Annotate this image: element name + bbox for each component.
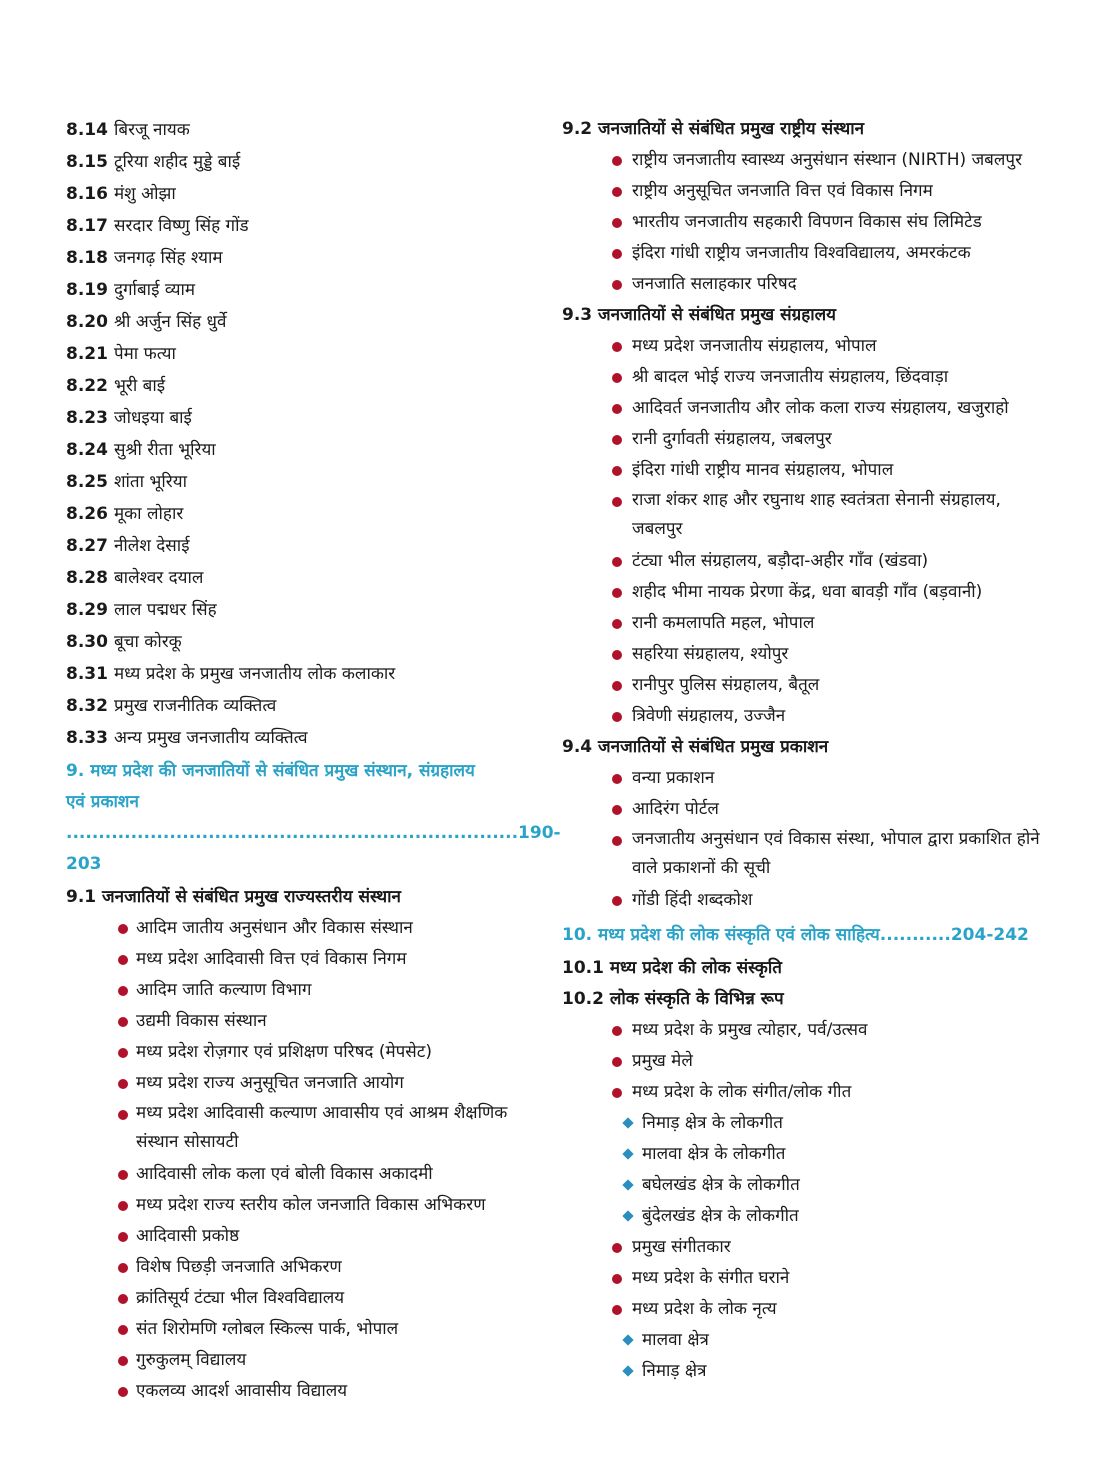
sub-list-item-text: मालवा क्षेत्र के लोकगीत: [642, 1144, 786, 1164]
sub-list-item[interactable]: [562, 1356, 1042, 1387]
section-9-1-title[interactable]: 9.1 जनजातियों से संबंधित प्रमुख राज्यस्तरीय संस्थान: [66, 887, 401, 907]
bullet-dot-icon: [612, 1057, 622, 1067]
toc-entry-title: अन्य प्रमुख जनजातीय व्यक्तित्व: [113, 728, 308, 748]
toc-entry-title: मध्य प्रदेश के प्रमुख जनजातीय लोक कलाकार: [113, 664, 396, 684]
list-item[interactable]: [66, 1099, 546, 1159]
left-column: [66, 114, 561, 1407]
toc-entry[interactable]: [66, 370, 546, 402]
list-item[interactable]: [562, 885, 1042, 916]
toc-entry-number: 8.19: [66, 280, 108, 300]
section-9-2-list: [562, 145, 1042, 300]
toc-entry-number: 8.21: [66, 344, 108, 364]
toc-entry-number: 8.29: [66, 600, 108, 620]
bullet-dot-icon: [118, 924, 128, 934]
toc-entry-number: 8.17: [66, 216, 108, 236]
list-item-text: मध्य प्रदेश के प्रमुख त्योहार, पर्व/उत्सव: [632, 1020, 868, 1040]
bullet-dot-icon: [118, 1079, 128, 1089]
list-item[interactable]: [66, 1037, 546, 1068]
bullet-dot-icon: [612, 836, 622, 846]
list-item[interactable]: [66, 1221, 546, 1252]
list-item-text: रानी कमलापति महल, भोपाल: [632, 613, 815, 633]
bullet-dot-icon: [612, 896, 622, 906]
list-item-text: राजा शंकर शाह और रघुनाथ शाह स्वतंत्रता सेनानी संग्रहालय, जबलपुर: [632, 490, 1001, 539]
bullet-dot-icon: [612, 404, 622, 414]
list-item-text: भारतीय जनजातीय सहकारी विपणन विकास संघ लिमिटेड: [632, 212, 982, 232]
toc-entry-number: 8.24: [66, 440, 108, 460]
list-item-text: आदिवासी प्रकोष्ठ: [136, 1226, 240, 1246]
list-item[interactable]: [562, 269, 1042, 300]
bullet-dot-icon: [118, 1110, 128, 1120]
chapter9-heading-line1: 9. मध्य प्रदेश की जनजातियों से संबंधित प्रमुख संस्थान, संग्रहालय: [66, 761, 475, 781]
bullet-dot-icon: [118, 1232, 128, 1242]
list-item-text: टंट्या भील संग्रहालय, बड़ौदा-अहीर गाँव (खंडवा): [632, 551, 929, 571]
sub-list-item-text: निमाड़ क्षेत्र के लोकगीत: [642, 1113, 783, 1133]
bullet-dot-icon: [612, 805, 622, 815]
toc-entry-number: 8.20: [66, 312, 108, 332]
list-item-text: इंदिरा गांधी राष्ट्रीय जनजातीय विश्वविद्यालय, अमरकंटक: [632, 243, 971, 263]
bullet-dot-icon: [118, 1263, 128, 1273]
list-item-text: मध्य प्रदेश आदिवासी वित्त एवं विकास निगम: [136, 949, 407, 969]
list-item[interactable]: [562, 1077, 1042, 1108]
section-10-1-title[interactable]: 10.1 मध्य प्रदेश की लोक संस्कृति: [562, 958, 782, 978]
toc-entry[interactable]: [66, 402, 546, 434]
bullet-dot-icon: [612, 1305, 622, 1315]
bullet-dot-icon: [118, 955, 128, 965]
list-item[interactable]: [562, 145, 1042, 176]
toc-entry[interactable]: [66, 210, 546, 242]
diamond-bullet-icon: [622, 1117, 633, 1128]
section-9-2-title[interactable]: 9.2 जनजातियों से संबंधित प्रमुख राष्ट्रीय संस्थान: [562, 119, 865, 139]
bullet-dot-icon: [612, 774, 622, 784]
list-item[interactable]: [562, 362, 1042, 393]
toc-entry[interactable]: [66, 658, 546, 690]
list-item[interactable]: [562, 238, 1042, 269]
list-item[interactable]: [66, 944, 546, 975]
list-item-text: वन्या प्रकाशन: [632, 768, 715, 788]
list-item[interactable]: [562, 546, 1042, 577]
list-item-text: प्रमुख संगीतकार: [632, 1237, 731, 1257]
list-item-text: आदिम जाति कल्याण विभाग: [136, 980, 312, 1000]
toc-entry-number: 8.15: [66, 152, 108, 172]
list-item[interactable]: [562, 393, 1042, 424]
list-item-text: आदिवर्त जनजातीय और लोक कला राज्य संग्रहालय, खजुराहो: [632, 398, 1009, 418]
sub-list-item-text: मालवा क्षेत्र: [642, 1330, 709, 1350]
section-10-2-diamonds-a: [562, 1108, 1042, 1232]
bullet-dot-icon: [118, 1387, 128, 1397]
list-item[interactable]: [562, 794, 1042, 825]
list-item[interactable]: [66, 1006, 546, 1037]
toc-entry[interactable]: [66, 434, 546, 466]
section-9-4-list: [562, 763, 1042, 916]
toc-entry[interactable]: [66, 498, 546, 530]
toc-entry-number: 8.31: [66, 664, 108, 684]
list-item-text: श्री बादल भोई राज्य जनजातीय संग्रहालय, छिंदवाड़ा: [632, 367, 949, 387]
list-item[interactable]: [562, 670, 1042, 701]
toc-entry-number: 8.23: [66, 408, 108, 428]
section-10-2-list-a: [562, 1015, 1042, 1108]
bullet-dot-icon: [612, 619, 622, 629]
toc-entry-number: 8.18: [66, 248, 108, 268]
list-item-text: गोंडी हिंदी शब्दकोश: [632, 890, 753, 910]
toc-entry-title: श्री अर्जुन सिंह धुर्वे: [113, 312, 227, 332]
list-item[interactable]: [562, 176, 1042, 207]
list-item-text: आदिम जातीय अनुसंधान और विकास संस्थान: [136, 918, 413, 938]
list-item[interactable]: [562, 577, 1042, 608]
sub-list-item-text: निमाड़ क्षेत्र: [642, 1361, 707, 1381]
list-item-text: जनजाति सलाहकार परिषद: [632, 274, 797, 294]
bullet-dot-icon: [612, 712, 622, 722]
bullet-dot-icon: [118, 986, 128, 996]
chapter8-items: [66, 114, 546, 754]
list-item[interactable]: [562, 1015, 1042, 1046]
toc-entry[interactable]: [66, 466, 546, 498]
toc-entry-number: 8.14: [66, 120, 108, 140]
list-item-text: आदिरंग पोर्टल: [632, 799, 719, 819]
list-item[interactable]: [562, 486, 1042, 546]
list-item-text: संत शिरोमणि ग्लोबल स्किल्स पार्क, भोपाल: [136, 1319, 399, 1339]
toc-entry-title: बिरजू नायक: [113, 120, 190, 140]
diamond-bullet-icon: [622, 1334, 633, 1345]
list-item-text: गुरुकुलम् विद्यालय: [136, 1350, 247, 1370]
diamond-bullet-icon: [622, 1148, 633, 1159]
list-item-text: मध्य प्रदेश रोज़गार एवं प्रशिक्षण परिषद (मेपसेट): [136, 1042, 432, 1062]
bullet-dot-icon: [118, 1201, 128, 1211]
bullet-dot-icon: [118, 1325, 128, 1335]
toc-entry-title: बूचा कोरकू: [113, 632, 182, 652]
bullet-dot-icon: [612, 218, 622, 228]
list-item[interactable]: [562, 424, 1042, 455]
toc-entry-number: 8.32: [66, 696, 108, 716]
list-item-text: मध्य प्रदेश आदिवासी कल्याण आवासीय एवं आश्रम शैक्षणिक संस्थान सोसायटी: [136, 1103, 508, 1152]
list-item-text: मध्य प्रदेश राज्य अनुसूचित जनजाति आयोग: [136, 1073, 404, 1093]
list-item[interactable]: [66, 1345, 546, 1376]
section-10-2-diamonds-b: [562, 1325, 1042, 1387]
list-item-text: क्रांतिसूर्य टंट्या भील विश्वविद्यालय: [136, 1288, 345, 1308]
list-item[interactable]: [66, 1283, 546, 1314]
right-column: [562, 114, 1042, 1387]
toc-entry-title: बालेश्वर दयाल: [113, 568, 204, 588]
toc-entry[interactable]: [66, 178, 546, 210]
toc-entry-title: पेमा फत्या: [113, 344, 176, 364]
list-item[interactable]: [562, 825, 1042, 885]
bullet-dot-icon: [118, 1356, 128, 1366]
toc-entry-number: 8.25: [66, 472, 108, 492]
chapter9-heading-line2: एवं प्रकाशन ......................................................................190-203: [66, 792, 561, 874]
sub-list-item[interactable]: [562, 1108, 1042, 1139]
bullet-dot-icon: [612, 466, 622, 476]
list-item[interactable]: [66, 1159, 546, 1190]
toc-entry-number: 8.22: [66, 376, 108, 396]
list-item-text: राष्ट्रीय जनजातीय स्वास्थ्य अनुसंधान संस्थान (NIRTH) जबलपुर: [632, 150, 1023, 170]
bullet-dot-icon: [612, 1026, 622, 1036]
list-item-text: जनजातीय अनुसंधान एवं विकास संस्था, भोपाल द्वारा प्रकाशित होने वाले प्रकाशनों की सूची: [632, 829, 1040, 878]
bullet-dot-icon: [612, 681, 622, 691]
list-item[interactable]: [562, 1046, 1042, 1077]
toc-entry[interactable]: [66, 306, 546, 338]
toc-entry-title: जोधइया बाई: [113, 408, 192, 428]
list-item-text: रानीपुर पुलिस संग्रहालय, बैतूल: [632, 675, 820, 695]
toc-entry[interactable]: [66, 594, 546, 626]
list-item-text: मध्य प्रदेश के लोक नृत्य: [632, 1299, 777, 1319]
list-item[interactable]: [66, 1068, 546, 1099]
chapter10-heading[interactable]: 10. मध्य प्रदेश की लोक संस्कृति एवं लोक साहित्य...........204-242: [562, 925, 1029, 945]
list-item[interactable]: [66, 913, 546, 944]
toc-entry[interactable]: [66, 722, 546, 754]
list-item[interactable]: [66, 1190, 546, 1221]
sub-list-item[interactable]: [562, 1201, 1042, 1232]
list-item[interactable]: [562, 1294, 1042, 1325]
bullet-dot-icon: [118, 1294, 128, 1304]
section-9-3-list: [562, 331, 1042, 732]
sub-list-item-text: बघेलखंड क्षेत्र के लोकगीत: [642, 1175, 800, 1195]
toc-entry-title: दुर्गाबाई व्याम: [113, 280, 196, 300]
section-9-1-list: [66, 913, 546, 1407]
bullet-dot-icon: [612, 280, 622, 290]
toc-entry-title: सुश्री रीता भूरिया: [113, 440, 216, 460]
list-item[interactable]: [562, 608, 1042, 639]
toc-entry-title: जनगढ़ सिंह श्याम: [113, 248, 223, 268]
list-item[interactable]: [66, 1376, 546, 1407]
list-item[interactable]: [562, 1263, 1042, 1294]
toc-entry-number: 8.26: [66, 504, 108, 524]
section-10-2-title[interactable]: 10.2 लोक संस्कृति के विभिन्न रूप: [562, 989, 784, 1009]
chapter9-heading[interactable]: [66, 756, 561, 880]
list-item-text: विशेष पिछड़ी जनजाति अभिकरण: [136, 1257, 342, 1277]
diamond-bullet-icon: [622, 1179, 633, 1190]
list-item[interactable]: [562, 207, 1042, 238]
list-item[interactable]: [66, 975, 546, 1006]
bullet-dot-icon: [612, 249, 622, 259]
bullet-dot-icon: [612, 187, 622, 197]
bullet-dot-icon: [612, 650, 622, 660]
list-item-text: मध्य प्रदेश के लोक संगीत/लोक गीत: [632, 1082, 852, 1102]
list-item-text: एकलव्य आदर्श आवासीय विद्यालय: [136, 1381, 348, 1401]
sub-list-item[interactable]: [562, 1170, 1042, 1201]
bullet-dot-icon: [118, 1017, 128, 1027]
list-item-text: आदिवासी लोक कला एवं बोली विकास अकादमी: [136, 1164, 433, 1184]
toc-entry-title: टूरिया शहीद मुड्डे बाई: [113, 152, 241, 172]
section-10-2-list-b: [562, 1232, 1042, 1325]
toc-entry[interactable]: [66, 242, 546, 274]
toc-entry-title: सरदार विष्णु सिंह गोंड: [113, 216, 249, 236]
bullet-dot-icon: [612, 557, 622, 567]
bullet-dot-icon: [612, 342, 622, 352]
bullet-dot-icon: [612, 156, 622, 166]
toc-entry-number: 8.27: [66, 536, 108, 556]
bullet-dot-icon: [612, 1088, 622, 1098]
toc-entry-title: नीलेश देसाई: [113, 536, 190, 556]
bullet-dot-icon: [612, 373, 622, 383]
section-9-4-title[interactable]: 9.4 जनजातियों से संबंधित प्रमुख प्रकाशन: [562, 737, 829, 757]
list-item[interactable]: [562, 455, 1042, 486]
toc-entry[interactable]: [66, 146, 546, 178]
bullet-dot-icon: [612, 1274, 622, 1284]
toc-entry[interactable]: [66, 530, 546, 562]
list-item[interactable]: [66, 1314, 546, 1345]
list-item-text: त्रिवेणी संग्रहालय, उज्जैन: [632, 706, 786, 726]
toc-entry-number: 8.30: [66, 632, 108, 652]
diamond-bullet-icon: [622, 1210, 633, 1221]
list-item[interactable]: [562, 331, 1042, 362]
toc-entry-title: लाल पद्मधर सिंह: [113, 600, 217, 620]
bullet-dot-icon: [118, 1048, 128, 1058]
toc-entry[interactable]: [66, 626, 546, 658]
toc-entry-title: भूरी बाई: [113, 376, 166, 396]
toc-entry-title: मंशु ओझा: [113, 184, 176, 204]
toc-entry[interactable]: [66, 562, 546, 594]
list-item-text: शहीद भीमा नायक प्रेरणा केंद्र, धवा बावड़ी गाँव (बड़वानी): [632, 582, 983, 602]
list-item-text: राष्ट्रीय अनुसूचित जनजाति वित्त एवं विकास निगम: [632, 181, 933, 201]
toc-entry-number: 8.28: [66, 568, 108, 588]
bullet-dot-icon: [612, 1243, 622, 1253]
toc-entry-title: मूका लोहार: [113, 504, 184, 524]
toc-entry-number: 8.33: [66, 728, 108, 748]
sub-list-item[interactable]: [562, 1325, 1042, 1356]
toc-entry-title: प्रमुख राजनीतिक व्यक्तित्व: [113, 696, 277, 716]
bullet-dot-icon: [612, 435, 622, 445]
bullet-dot-icon: [612, 588, 622, 598]
list-item-text: मध्य प्रदेश राज्य स्तरीय कोल जनजाति विकास अभिकरण: [136, 1195, 486, 1215]
list-item-text: उद्यमी विकास संस्थान: [136, 1011, 267, 1031]
list-item-text: रानी दुर्गावती संग्रहालय, जबलपुर: [632, 429, 832, 449]
toc-entry-title: शांता भूरिया: [113, 472, 187, 492]
toc-entry[interactable]: [66, 690, 546, 722]
list-item[interactable]: [562, 701, 1042, 732]
list-item-text: मध्य प्रदेश जनजातीय संग्रहालय, भोपाल: [632, 336, 877, 356]
bullet-dot-icon: [612, 497, 622, 507]
toc-entry[interactable]: [66, 274, 546, 306]
list-item[interactable]: [562, 639, 1042, 670]
toc-entry[interactable]: [66, 114, 546, 146]
list-item-text: सहरिया संग्रहालय, श्योपुर: [632, 644, 789, 664]
list-item[interactable]: [562, 1232, 1042, 1263]
list-item[interactable]: [562, 763, 1042, 794]
list-item[interactable]: [66, 1252, 546, 1283]
sub-list-item-text: बुंदेलखंड क्षेत्र के लोकगीत: [642, 1206, 799, 1226]
section-9-3-title[interactable]: 9.3 जनजातियों से संबंधित प्रमुख संग्रहालय: [562, 305, 837, 325]
list-item-text: मध्य प्रदेश के संगीत घराने: [632, 1268, 790, 1288]
sub-list-item[interactable]: [562, 1139, 1042, 1170]
toc-entry[interactable]: [66, 338, 546, 370]
bullet-dot-icon: [118, 1170, 128, 1180]
toc-entry-number: 8.16: [66, 184, 108, 204]
list-item-text: इंदिरा गांधी राष्ट्रीय मानव संग्रहालय, भोपाल: [632, 460, 894, 480]
diamond-bullet-icon: [622, 1365, 633, 1376]
list-item-text: प्रमुख मेले: [632, 1051, 693, 1071]
